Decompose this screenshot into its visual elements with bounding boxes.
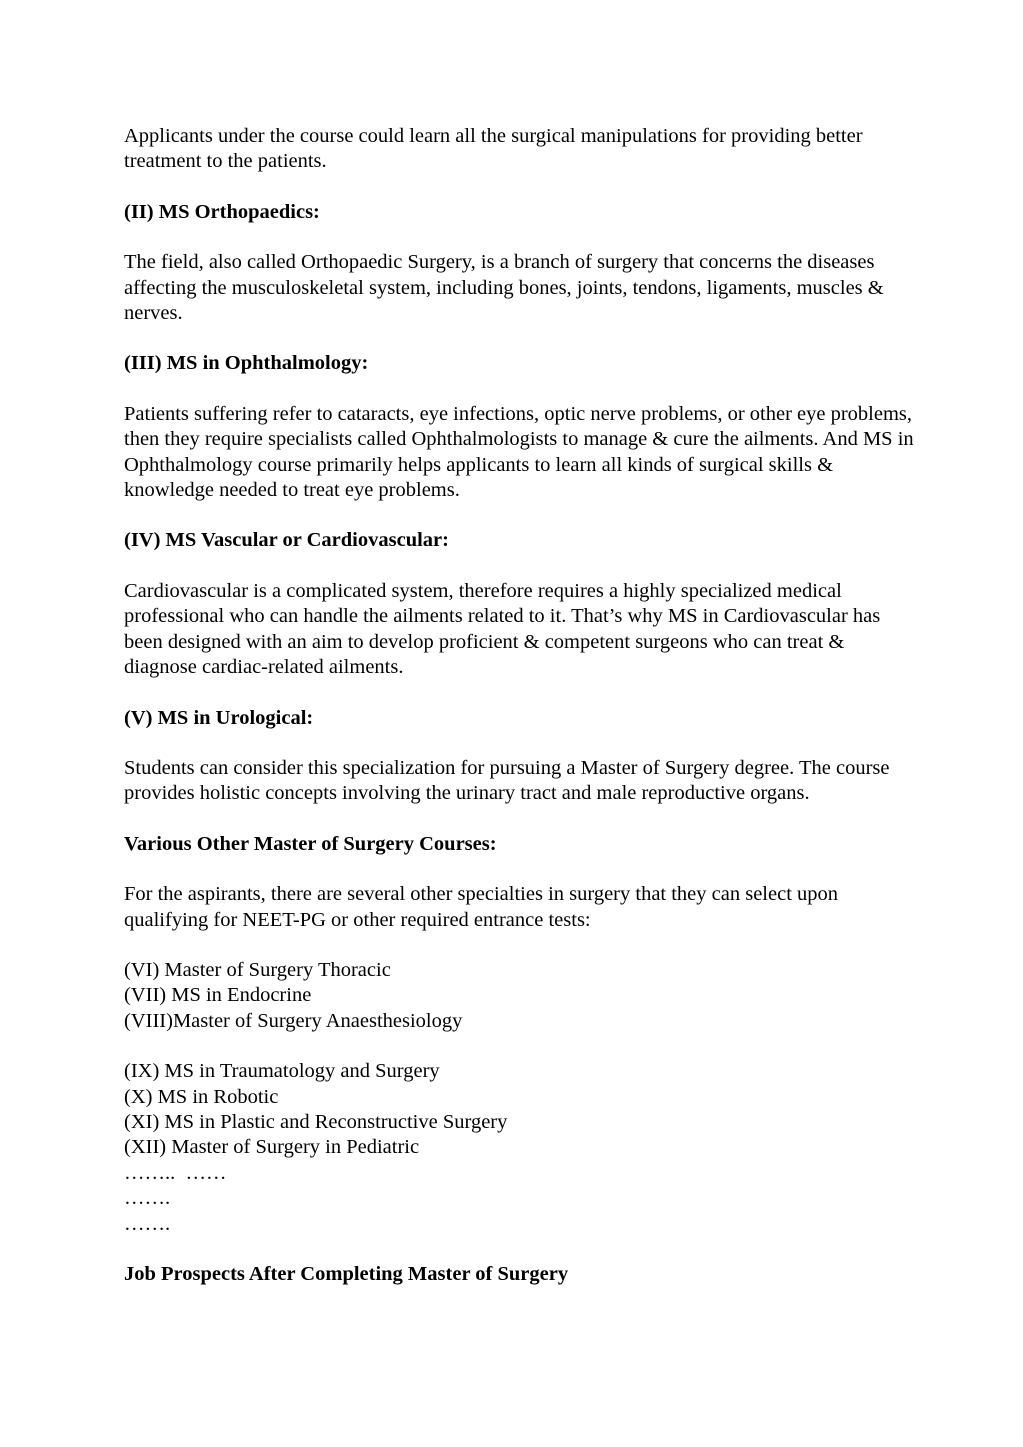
list-item: (IX) MS in Traumatology and Surgery: [124, 1060, 440, 1083]
paragraph-ophthalmology: Patients suffering refer to cataracts, eye infections, optic nerve problems, or other eye problems, then they require specialists called Ophthalmologists to manage & cure the ailments. And MS in Ophthalmology course primarily helps applicants to learn all kinds of surgical skills & knowledge needed to treat eye problems.: [124, 402, 914, 502]
course-list-2: [124, 1059, 914, 1237]
heading-orthopaedics: (II) MS Orthopaedics:: [124, 200, 320, 223]
document-page: [124, 124, 914, 1312]
paragraph-orthopaedics: The field, also called Orthopaedic Surgery, is a branch of surgery that concerns the diseases affecting the musculoskeletal system, including bones, joints, tendons, ligaments, muscles & nerves.: [124, 251, 884, 325]
heading-job-prospects: Job Prospects After Completing Master of Surgery: [124, 1263, 569, 1285]
heading-vascular: (IV) MS Vascular or Cardiovascular:: [124, 529, 449, 552]
list-item: …….: [124, 1212, 171, 1235]
list-item: (VIII)Master of Surgery Anaesthesiology: [124, 1009, 463, 1032]
paragraph-other-courses: For the aspirants, there are several other specialties in surgery that they can select upon qualifying for NEET-PG or other required entrance tests:: [124, 883, 839, 931]
list-item: (VI) Master of Surgery Thoracic: [124, 958, 391, 981]
list-item: …….. ……: [124, 1161, 227, 1184]
paragraph-vascular: Cardiovascular is a complicated system, therefore requires a highly specialized medical professional who can handle the ailments related to it. That’s why MS in Cardiovascular has been designed with an aim to develop proficient & competent surgeons who can treat & diagnose cardiac-related ailments.: [124, 579, 881, 679]
intro-paragraph: Applicants under the course could learn all the surgical manipulations for providing better treatment to the patients.: [124, 125, 863, 173]
heading-ophthalmology: (III) MS in Ophthalmology:: [124, 352, 369, 375]
course-list-1: [124, 958, 914, 1034]
list-item: (XI) MS in Plastic and Reconstructive Surgery: [124, 1110, 508, 1133]
heading-other-courses: Various Other Master of Surgery Courses:: [124, 832, 497, 855]
list-item: …….: [124, 1187, 171, 1210]
list-item: (VII) MS in Endocrine: [124, 984, 312, 1007]
heading-urological: (V) MS in Urological:: [124, 706, 314, 729]
list-item: (X) MS in Robotic: [124, 1085, 279, 1108]
paragraph-urological: Students can consider this specialization for pursuing a Master of Surgery degree. The course provides holistic concepts involving the urinary tract and male reproductive organs.: [124, 756, 890, 805]
list-item: (XII) Master of Surgery in Pediatric: [124, 1136, 420, 1159]
